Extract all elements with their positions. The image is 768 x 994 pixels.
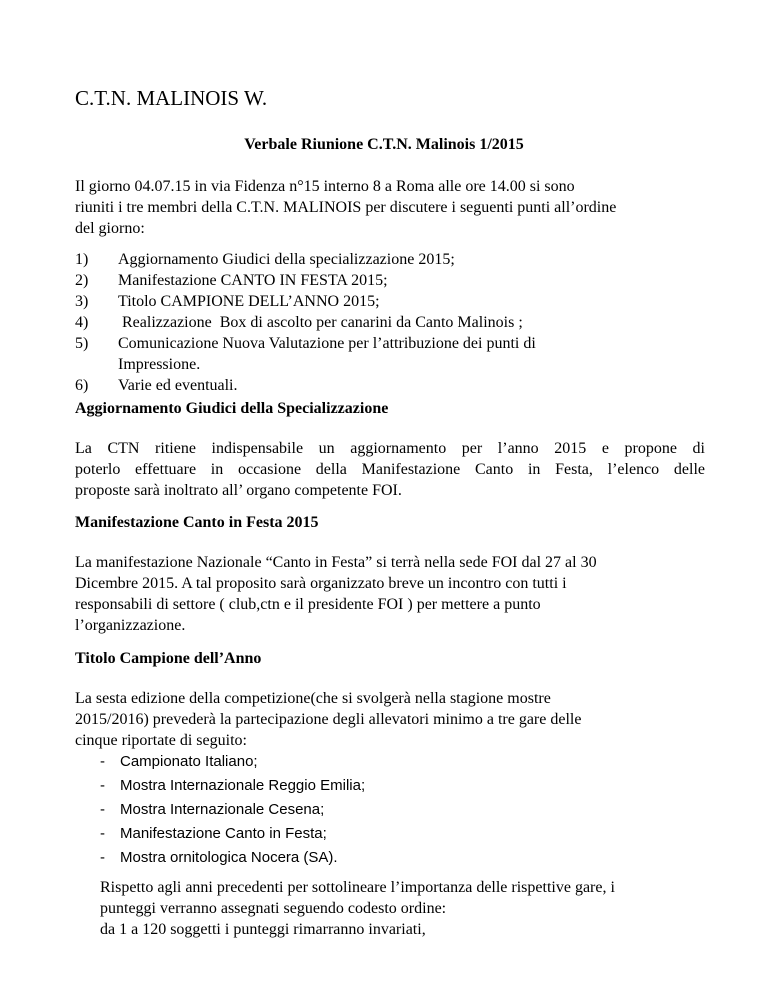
body-line: La CTN ritiene indispensabile un aggiornamento per l’anno 2015 e propone di bbox=[75, 440, 705, 457]
agenda-item bbox=[75, 375, 695, 396]
agenda-list bbox=[75, 249, 695, 396]
competition-item bbox=[100, 822, 365, 846]
agenda-item-text: Realizzazione Box di ascolto per canarini da Canto Malinois ; bbox=[118, 314, 523, 331]
list-dash: - bbox=[100, 753, 105, 770]
body-line: proposte sarà inoltrato all’ organo competente FOI. bbox=[75, 482, 402, 499]
body-line: da 1 a 120 soggetti i punteggi rimarranno invariati, bbox=[100, 921, 426, 938]
body-line: poterlo effettuare in occasione della Manifestazione Canto in Festa, l’elenco delle bbox=[75, 461, 705, 478]
competition-name: Mostra Internazionale Reggio Emilia; bbox=[120, 777, 366, 794]
intro-line: Il giorno 04.07.15 in via Fidenza n°15 interno 8 a Roma alle ore 14.00 si sono bbox=[75, 178, 575, 195]
section-body-judges bbox=[75, 438, 705, 501]
body-line: cinque riportate di seguito: bbox=[75, 732, 247, 749]
competition-name: Campionato Italiano; bbox=[120, 753, 258, 770]
list-dash: - bbox=[100, 849, 105, 866]
agenda-item-number: 4) bbox=[75, 314, 89, 331]
agenda-item bbox=[75, 270, 695, 291]
section-heading-canto-in-festa: Manifestazione Canto in Festa 2015 bbox=[75, 514, 319, 531]
agenda-item-text: Comunicazione Nuova Valutazione per l’attribuzione dei punti di bbox=[118, 335, 536, 352]
agenda-item bbox=[75, 291, 695, 312]
agenda-item-text: Manifestazione CANTO IN FESTA 2015; bbox=[118, 272, 388, 289]
section-heading-judges: Aggiornamento Giudici della Specializzazione bbox=[75, 400, 389, 417]
agenda-item-number: 1) bbox=[75, 251, 89, 268]
list-dash: - bbox=[100, 777, 105, 794]
body-line: l’organizzazione. bbox=[75, 617, 186, 634]
agenda-item-number: 5) bbox=[75, 335, 89, 352]
section-body-champion bbox=[75, 688, 705, 751]
agenda-item bbox=[75, 249, 695, 270]
competition-list bbox=[100, 750, 365, 870]
intro-line: del giorno: bbox=[75, 220, 145, 237]
agenda-item-number: 2) bbox=[75, 272, 89, 289]
intro-line: riuniti i tre membri della C.T.N. MALINOIS per discutere i seguenti punti all’ordine bbox=[75, 199, 617, 216]
agenda-item bbox=[75, 312, 695, 333]
agenda-item-number: 6) bbox=[75, 377, 89, 394]
body-line: Rispetto agli anni precedenti per sottolineare l’importanza delle rispettive gare, i bbox=[100, 879, 615, 896]
list-dash: - bbox=[100, 801, 105, 818]
intro-paragraph bbox=[75, 176, 705, 239]
document-subject: Verbale Riunione C.T.N. Malinois 1/2015 bbox=[244, 136, 524, 153]
agenda-item-text: Varie ed eventuali. bbox=[118, 377, 238, 394]
competition-item bbox=[100, 750, 365, 774]
body-line: 2015/2016) prevederà la partecipazione degli allevatori minimo a tre gare delle bbox=[75, 711, 582, 728]
competition-item bbox=[100, 846, 365, 870]
agenda-item-text: Titolo CAMPIONE DELL’ANNO 2015; bbox=[118, 293, 380, 310]
organization-title: C.T.N. MALINOIS W. bbox=[75, 86, 268, 110]
competition-name: Mostra ornitologica Nocera (SA). bbox=[120, 849, 338, 866]
agenda-item-text: Aggiornamento Giudici della specializzazione 2015; bbox=[118, 251, 455, 268]
body-line: La sesta edizione della competizione(che si svolgerà nella stagione mostre bbox=[75, 690, 551, 707]
section-body-canto-in-festa bbox=[75, 552, 705, 636]
agenda-item bbox=[75, 333, 695, 375]
competition-name: Mostra Internazionale Cesena; bbox=[120, 801, 325, 818]
competition-item bbox=[100, 774, 365, 798]
section-heading-champion: Titolo Campione dell’Anno bbox=[75, 650, 262, 667]
section-body-champion-after bbox=[100, 877, 700, 940]
body-line: punteggi verranno assegnati seguendo codesto ordine: bbox=[100, 900, 447, 917]
list-dash: - bbox=[100, 825, 105, 842]
competition-item bbox=[100, 798, 365, 822]
body-line: responsabili di settore ( club,ctn e il presidente FOI ) per mettere a punto bbox=[75, 596, 541, 613]
body-line: La manifestazione Nazionale “Canto in Festa” si terrà nella sede FOI dal 27 al 30 bbox=[75, 554, 597, 571]
agenda-item-number: 3) bbox=[75, 293, 89, 310]
competition-name: Manifestazione Canto in Festa; bbox=[120, 825, 327, 842]
body-line: Dicembre 2015. A tal proposito sarà organizzato breve un incontro con tutti i bbox=[75, 575, 567, 592]
agenda-item-text-continued: Impressione. bbox=[118, 356, 201, 373]
